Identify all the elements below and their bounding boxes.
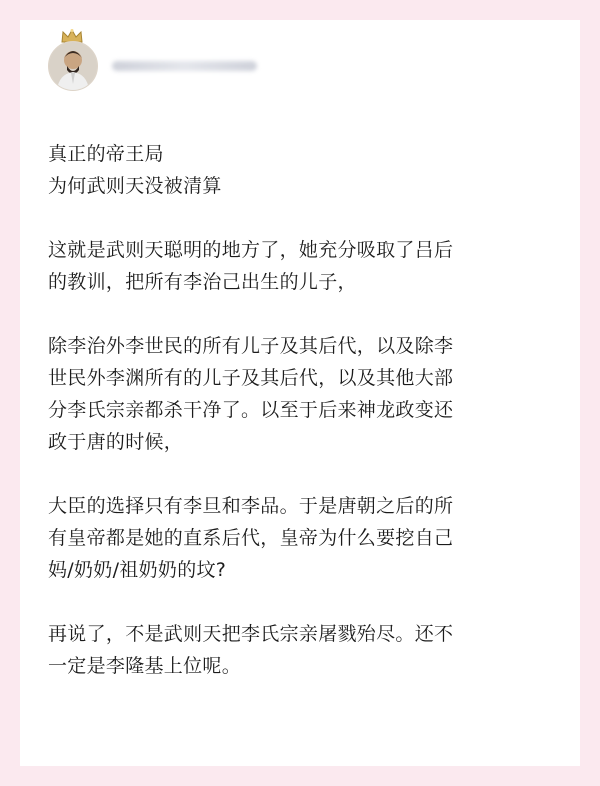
text-line: 一定是李隆基上位呢。 <box>48 655 242 677</box>
post-title-line-1: 真正的帝王局 <box>48 143 164 165</box>
text-line: 除李治外李世民的所有儿子及其后代，以及除李 <box>48 335 454 357</box>
text-line: 这就是武则天聪明的地方了，她充分吸取了吕后 <box>48 239 454 261</box>
text-line: 的教训，把所有李治己出生的儿子， <box>48 271 357 293</box>
text-line: 有皇帝都是她的直系后代，皇帝为什么要挖自己 <box>48 527 454 549</box>
text-line: 再说了，不是武则天把李氏宗亲屠戮殆尽。还不 <box>48 623 454 645</box>
text-line: 分李氏宗亲都杀干净了。以至于后来神龙政变还 <box>48 399 454 421</box>
paragraph-2 <box>48 330 563 458</box>
text-line: 妈/奶奶/祖奶奶的坟? <box>48 559 227 581</box>
paragraph-3 <box>48 490 563 586</box>
post-card <box>20 20 580 766</box>
author-avatar[interactable] <box>48 41 98 91</box>
avatar-image <box>48 41 98 91</box>
author-name-blurred[interactable] <box>112 61 257 71</box>
post-content <box>48 138 563 682</box>
paragraph-1 <box>48 234 563 298</box>
text-line: 世民外李渊所有的儿子及其后代，以及其他大部 <box>48 367 454 389</box>
paragraph-4 <box>48 618 563 682</box>
post-title-line-2: 为何武则天没被清算 <box>48 175 222 197</box>
text-line: 政于唐的时候， <box>48 431 184 453</box>
text-line: 大臣的选择只有李旦和李品。于是唐朝之后的所 <box>48 495 454 517</box>
post-header <box>48 38 257 94</box>
